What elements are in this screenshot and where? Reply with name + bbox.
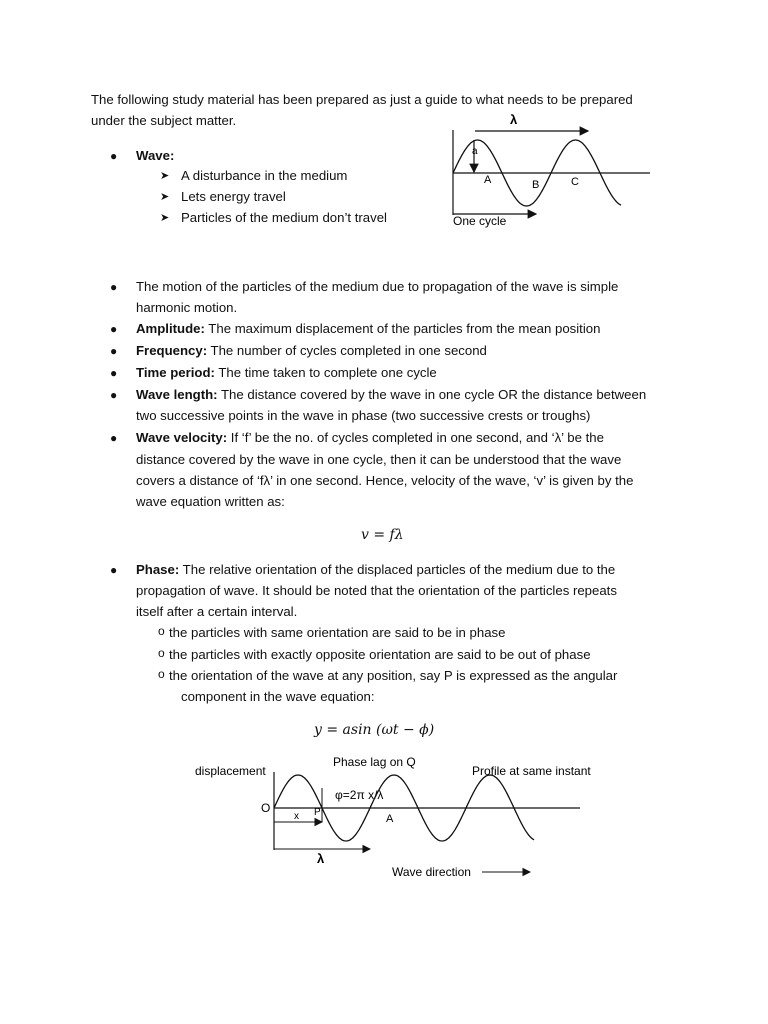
circle-bullet-icon: o <box>158 667 165 681</box>
phase-sub-2: the particles with exactly opposite orientation are said to be out of phase <box>169 647 591 662</box>
point-c-label: C <box>571 176 579 188</box>
wave-velocity-line-3: covers a distance of ‘fλ’ in one second. Hence, velocity of the wave, ‘v’ is given by the <box>136 473 634 488</box>
arrow-bullet-icon: ➤ <box>160 170 170 182</box>
bullet-icon: ● <box>110 366 118 380</box>
wave-term: Wave: <box>136 148 175 163</box>
wave-length-item: Wave length: The distance covered by the wave in one cycle OR the distance between <box>136 387 647 402</box>
intro-line-2: under the subject matter. <box>91 113 237 128</box>
point-b-label: B <box>532 179 540 191</box>
arrow-bullet-icon: ➤ <box>160 191 170 203</box>
origin-label: O <box>261 801 271 815</box>
point-a-label: A <box>484 174 492 186</box>
equation-velocity: v = fλ <box>361 527 404 543</box>
phase-lag-label: Phase lag on Q <box>333 755 416 769</box>
phase-sub-3-line-2: component in the wave equation: <box>181 689 375 704</box>
x-label: x <box>294 811 299 822</box>
bullet-icon: ● <box>110 344 118 358</box>
shm-line-2: harmonic motion. <box>136 300 238 315</box>
phase-sub-3: the orientation of the wave at any position, say P is expressed as the angular <box>169 668 618 683</box>
amplitude-item: Amplitude: The maximum displacement of the particles from the mean position <box>136 321 601 336</box>
bullet-icon: ● <box>110 280 118 294</box>
amplitude-a-label: a <box>472 146 478 157</box>
phi-formula-label: φ=2π x/λ <box>335 788 384 802</box>
lambda-label: λ <box>510 112 518 127</box>
point-a-label: A <box>386 813 394 825</box>
bullet-icon: ● <box>110 149 118 163</box>
phase-item: Phase: The relative orientation of the displaced particles of the medium due to the <box>136 562 616 577</box>
wave-velocity-line-2: distance covered by the wave in one cycle, then it can be understood that the wave <box>136 452 622 467</box>
arrow-bullet-icon: ➤ <box>160 212 170 224</box>
point-p-label: P <box>314 807 321 818</box>
circle-bullet-icon: o <box>158 646 165 660</box>
phase-lag-figure <box>190 750 610 885</box>
wave-length-line-2: two successive points in the wave in phase (two successive crests or troughs) <box>136 408 591 423</box>
bullet-icon: ● <box>110 563 118 577</box>
displacement-label: displacement <box>195 764 266 778</box>
circle-bullet-icon: o <box>158 624 165 638</box>
profile-label: Profile at same instant <box>472 764 591 778</box>
equation-phase: y = asin (ωt − ϕ) <box>314 722 435 738</box>
phase-line-2: propagation of wave. It should be noted that the orientation of the particles repeats <box>136 583 617 598</box>
bullet-icon: ● <box>110 431 118 445</box>
phase-line-3: itself after a certain interval. <box>136 604 298 619</box>
bullet-icon: ● <box>110 322 118 336</box>
shm-line-1: The motion of the particles of the medium due to propagation of the wave is simple <box>136 279 619 294</box>
time-period-item: Time period: The time taken to complete one cycle <box>136 365 437 380</box>
phase-sub-1: the particles with same orientation are said to be in phase <box>169 625 506 640</box>
intro-line-1: The following study material has been prepared as just a guide to what needs to be prepared <box>91 92 633 107</box>
wave-point-3: Particles of the medium don’t travel <box>181 210 387 225</box>
wave-velocity-item: Wave velocity: If ‘f’ be the no. of cycles completed in one second, and ‘λ’ be the <box>136 430 604 445</box>
one-cycle-label: One cycle <box>453 214 507 228</box>
wave-point-2: Lets energy travel <box>181 189 286 204</box>
lambda-label: λ <box>317 851 325 866</box>
wave-point-1: A disturbance in the medium <box>181 168 348 183</box>
frequency-item: Frequency: The number of cycles completed in one second <box>136 343 487 358</box>
wave-velocity-line-4: wave equation written as: <box>136 494 285 509</box>
wave-cycle-figure <box>440 110 660 235</box>
wave-direction-label: Wave direction <box>392 865 471 879</box>
bullet-icon: ● <box>110 388 118 402</box>
